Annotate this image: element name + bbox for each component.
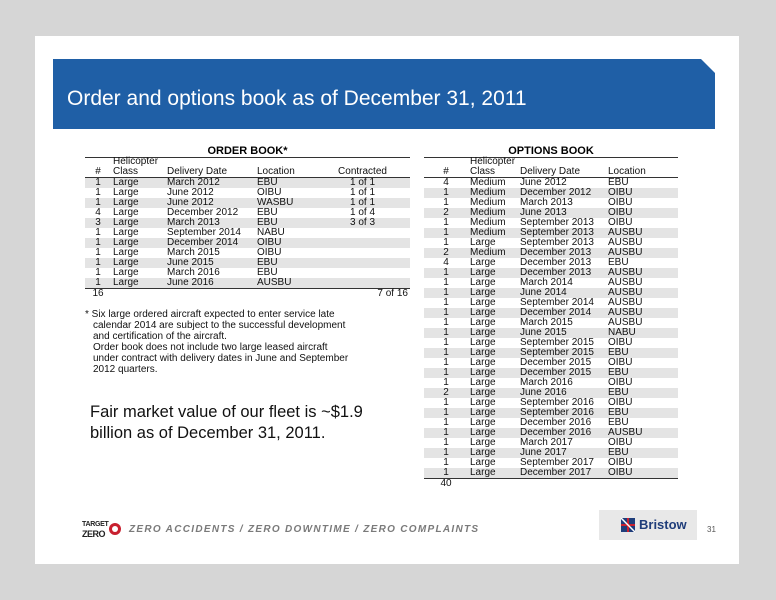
options_book-cell: December 2016 xyxy=(520,417,592,428)
options_book-cell: Large xyxy=(470,237,496,248)
options_book-cell: December 2012 xyxy=(518,188,606,198)
slide-title: Order and options book as of December 31, 2011 xyxy=(67,87,527,110)
options_book-cell: March 2014 xyxy=(520,277,573,288)
options_book-cell: Large xyxy=(470,317,496,328)
options_book-cell: 4 xyxy=(443,257,449,268)
options_book-cell: December 2017 xyxy=(518,468,606,479)
options_book-cell: 2 xyxy=(424,208,468,218)
options_book-cell: AUSBU xyxy=(608,237,643,248)
options_book-cell: Medium xyxy=(468,248,518,258)
order_book-cell: March 2013 xyxy=(165,218,255,228)
options_book-cell: June 2017 xyxy=(518,448,606,458)
order_book-cell: 1 xyxy=(95,247,101,258)
banner-corner xyxy=(701,59,715,73)
options_book-cell: EBU xyxy=(608,257,629,268)
options_book-cell: Large xyxy=(468,428,518,438)
options_book-cell: EBU xyxy=(606,388,678,398)
options_book-cell: March 2017 xyxy=(520,437,573,448)
options_book-cell: 1 xyxy=(424,368,468,378)
options-col-class: Helicopter Class xyxy=(468,157,518,178)
options_book-cell: AUSBU xyxy=(608,317,643,328)
options_book-cell: 1 xyxy=(443,217,449,228)
order_book-cell: 1 xyxy=(95,267,101,278)
bristow-flag-icon xyxy=(621,518,635,532)
options_book-cell: 1 xyxy=(424,348,468,358)
options_book-cell: 2 xyxy=(424,248,468,258)
order_book-cell: 1 xyxy=(95,227,101,238)
options-book-table xyxy=(424,157,678,489)
options_book-cell: Large xyxy=(468,388,518,398)
options_book-cell: OIBU xyxy=(606,208,678,218)
options_book-cell: Large xyxy=(468,368,518,378)
options_book-cell: Medium xyxy=(468,228,518,238)
order_book-cell: 1 xyxy=(85,178,111,189)
options_book-cell: EBU xyxy=(608,177,629,188)
options_book-cell: AUSBU xyxy=(606,308,678,318)
options_book-cell: December 2015 xyxy=(518,368,606,378)
options-col-count: # xyxy=(424,157,468,178)
options_book-cell: AUSBU xyxy=(606,228,678,238)
options_book-cell: Large xyxy=(468,408,518,418)
options_book-cell: September 2016 xyxy=(518,408,606,418)
order-book-body xyxy=(85,178,410,289)
order_book-cell: 1 xyxy=(85,258,111,268)
options_book-cell: September 2015 xyxy=(520,337,594,348)
order_book-cell: OIBU xyxy=(255,238,315,248)
options_book-cell: Large xyxy=(468,348,518,358)
bristow-logo xyxy=(599,510,697,540)
options_book-cell: EBU xyxy=(606,348,678,358)
options_book-cell: December 2014 xyxy=(518,308,606,318)
options_book-cell: AUSBU xyxy=(606,288,678,298)
footnote-line: under contract with delivery dates in June and September xyxy=(93,353,349,364)
order_book-cell: EBU xyxy=(255,258,315,268)
options_book-cell: Large xyxy=(470,357,496,368)
options_book-cell: June 2014 xyxy=(518,288,606,298)
options_book-cell: EBU xyxy=(606,408,678,418)
options_book-cell: Medium xyxy=(468,188,518,198)
order_book-cell xyxy=(315,258,410,268)
options_book-cell: 1 xyxy=(443,457,449,468)
options_book-cell: 1 xyxy=(424,408,468,418)
order_book-cell: 1 of 1 xyxy=(315,198,410,208)
order_book-cell xyxy=(315,238,410,248)
order_book-cell: 1 xyxy=(95,187,101,198)
options_book-cell: 1 xyxy=(443,197,449,208)
options_book-cell: Large xyxy=(470,417,496,428)
options_book-cell: 1 xyxy=(443,397,449,408)
order_book-cell: March 2012 xyxy=(165,178,255,189)
order-col-location: Location xyxy=(255,157,315,178)
options_book-cell: OIBU xyxy=(608,397,633,408)
options_book-cell: Medium xyxy=(470,197,506,208)
options_book-cell: June 2013 xyxy=(518,208,606,218)
options_book-cell: September 2014 xyxy=(520,297,594,308)
options_book-cell: EBU xyxy=(606,368,678,378)
order_book-cell: Large xyxy=(111,258,165,268)
options_book-cell: AUSBU xyxy=(606,268,678,278)
options_book-cell: Large xyxy=(470,457,496,468)
options_book-cell: Medium xyxy=(470,177,506,188)
options_book-cell: AUSBU xyxy=(608,277,643,288)
options_book-cell: AUSBU xyxy=(608,297,643,308)
order-col-contracted: Contracted xyxy=(315,157,410,178)
fair-value-callout: Fair market value of our fleet is ~$1.9 billion as of December 31, 2011. xyxy=(90,403,363,442)
order_book-cell: 1 xyxy=(85,238,111,248)
order_book-cell: Large xyxy=(113,247,139,258)
options_book-cell: AUSBU xyxy=(606,428,678,438)
options_book-cell: September 2013 xyxy=(520,217,594,228)
options_book-cell: Large xyxy=(470,297,496,308)
options_book-cell: June 2012 xyxy=(520,177,567,188)
options_book-cell: Large xyxy=(470,257,496,268)
options_book-cell: December 2013 xyxy=(520,257,592,268)
order_book-cell: December 2014 xyxy=(165,238,255,248)
bristow-wordmark: Bristow xyxy=(639,517,687,532)
options_book-cell: EBU xyxy=(606,448,678,458)
options_book-cell: Large xyxy=(468,268,518,278)
footnote-line: calendar 2014 are subject to the successful development xyxy=(93,320,346,331)
order_book-cell xyxy=(315,248,410,258)
options-total-count: 40 xyxy=(424,479,468,490)
slide xyxy=(35,36,739,564)
options_book-cell: Large xyxy=(468,288,518,298)
order_book-cell: 3 xyxy=(85,218,111,228)
options_book-cell: September 2013 xyxy=(520,237,594,248)
order-book-title: ORDER BOOK* xyxy=(85,145,410,158)
options_book-cell: 1 xyxy=(424,328,468,338)
order_book-cell: 4 xyxy=(95,207,101,218)
order_book-cell: Large xyxy=(111,178,165,189)
options_book-cell: September 2013 xyxy=(518,228,606,238)
order-col-date: Delivery Date xyxy=(165,157,255,178)
options_book-cell: Large xyxy=(470,437,496,448)
options_book-cell: March 2016 xyxy=(520,377,573,388)
order_book-cell: 3 of 3 xyxy=(315,218,410,228)
options-book-body xyxy=(424,178,678,479)
order_book-cell: 1 xyxy=(85,198,111,208)
options_book-cell: OIBU xyxy=(606,188,678,198)
order_book-cell: 1 xyxy=(85,278,111,289)
logo-line1: TARGET xyxy=(82,521,109,528)
target-icon xyxy=(109,523,121,535)
options_book-cell: OIBU xyxy=(608,437,633,448)
options_book-cell: NABU xyxy=(606,328,678,338)
options_book-cell: March 2015 xyxy=(520,317,573,328)
options_book-cell: 1 xyxy=(443,297,449,308)
options_book-cell: Large xyxy=(470,397,496,408)
footnote-line: * Six large ordered aircraft expected to enter service late xyxy=(85,309,335,320)
order_book-cell xyxy=(315,268,410,278)
page-number: 31 xyxy=(707,525,716,534)
options_book-cell: Large xyxy=(470,377,496,388)
options_book-cell: 1 xyxy=(424,428,468,438)
options_book-cell: OIBU xyxy=(608,357,633,368)
order-total-contracted: 7 of 16 xyxy=(315,289,410,300)
options_book-cell: 1 xyxy=(443,417,449,428)
order_book-cell: Large xyxy=(111,218,165,228)
options_book-cell: September 2017 xyxy=(520,457,594,468)
order_book-cell: EBU xyxy=(255,218,315,228)
order-total-row xyxy=(85,289,410,300)
options_book-cell: 1 xyxy=(424,268,468,278)
order_book-cell: December 2012 xyxy=(167,207,239,218)
options_book-cell: OIBU xyxy=(608,337,633,348)
footnote-line: 2012 quarters. xyxy=(93,364,158,375)
footer-tagline: ZERO ACCIDENTS / ZERO DOWNTIME / ZERO COMPLAINTS xyxy=(129,524,480,535)
options_book-cell: September 2015 xyxy=(518,348,606,358)
order_book-cell: June 2012 xyxy=(167,187,214,198)
options-book-title: OPTIONS BOOK xyxy=(424,145,678,158)
order_book-cell: Large xyxy=(111,198,165,208)
options_book-cell: 1 xyxy=(424,468,468,479)
options_book-cell: Medium xyxy=(470,217,506,228)
order_book-cell: March 2015 xyxy=(167,247,220,258)
order_book-cell: Large xyxy=(113,267,139,278)
options_book-cell: 1 xyxy=(443,437,449,448)
order_book-cell: September 2014 xyxy=(167,227,241,238)
options_book-cell: OIBU xyxy=(608,197,633,208)
options_book-cell: December 2013 xyxy=(518,248,606,258)
options_book-cell: 1 xyxy=(443,337,449,348)
options_book-cell: Large xyxy=(470,277,496,288)
order_book-cell: EBU xyxy=(257,267,278,278)
order_book-cell: Large xyxy=(111,278,165,289)
options_book-cell: Large xyxy=(468,328,518,338)
options_book-cell: 1 xyxy=(443,237,449,248)
options_book-cell: 2 xyxy=(424,388,468,398)
options_book-cell: December 2016 xyxy=(518,428,606,438)
options_book-cell: EBU xyxy=(608,417,629,428)
options-header-row xyxy=(424,157,678,178)
order_book-cell: 1 of 4 xyxy=(349,207,376,218)
order_book-cell: WASBU xyxy=(255,198,315,208)
options_book-cell: 1 xyxy=(424,308,468,318)
options_book-cell: 1 xyxy=(443,317,449,328)
options_book-cell: 1 xyxy=(443,277,449,288)
order-col-class: Helicopter Class xyxy=(111,157,165,178)
order-total-count: 16 xyxy=(85,289,111,300)
options-col-location: Location xyxy=(606,157,678,178)
order_book-cell: March 2016 xyxy=(167,267,220,278)
options_book-cell: Large xyxy=(468,468,518,479)
options_book-cell: December 2013 xyxy=(518,268,606,278)
order-book-table xyxy=(85,157,410,299)
order_book-cell xyxy=(315,278,410,289)
order_book-cell: June 2016 xyxy=(165,278,255,289)
footnote-line: and certification of the aircraft. xyxy=(93,331,227,342)
order-book-footnote xyxy=(85,309,405,375)
options_book-cell: 1 xyxy=(443,357,449,368)
options_book-cell: June 2016 xyxy=(518,388,606,398)
order-header-row xyxy=(85,157,410,178)
options-col-date: Delivery Date xyxy=(518,157,606,178)
options_book-cell: Large xyxy=(468,448,518,458)
options_book-cell: Large xyxy=(468,308,518,318)
options_book-cell: AUSBU xyxy=(606,248,678,258)
options_book-cell: June 2015 xyxy=(518,328,606,338)
footnote-line: Order book does not include two large leased aircraft xyxy=(93,342,328,353)
options_book-cell: 4 xyxy=(443,177,449,188)
options_book-cell: OIBU xyxy=(608,457,633,468)
order_book-cell: 1 of 1 xyxy=(315,178,410,189)
order_book-cell: Large xyxy=(113,207,139,218)
options_book-cell: Large xyxy=(470,337,496,348)
order_book-cell: OIBU xyxy=(257,247,282,258)
title-banner xyxy=(53,59,715,129)
options-total-row xyxy=(424,479,678,490)
order_book-table-row xyxy=(85,278,410,289)
order_book-cell: OIBU xyxy=(257,187,282,198)
order_book-cell: EBU xyxy=(257,207,278,218)
order_book-cell: 1 of 1 xyxy=(349,187,376,198)
options_book-cell: OIBU xyxy=(608,217,633,228)
order_book-cell: Large xyxy=(113,227,139,238)
options_book-cell: 1 xyxy=(424,448,468,458)
logo-line2: ZERO xyxy=(82,529,106,539)
order_book-cell: Large xyxy=(111,238,165,248)
options_book-cell: 1 xyxy=(443,377,449,388)
options_book-cell: 1 xyxy=(424,228,468,238)
options_book-cell: March 2013 xyxy=(520,197,573,208)
target-zero-logo xyxy=(82,520,122,540)
order_book-cell: Large xyxy=(113,187,139,198)
options_book-cell: OIBU xyxy=(606,468,678,479)
order_book-cell xyxy=(315,228,410,238)
options_book-cell: 1 xyxy=(424,288,468,298)
order_book-cell: June 2015 xyxy=(165,258,255,268)
options_book-cell: OIBU xyxy=(608,377,633,388)
options_book-cell: December 2015 xyxy=(520,357,592,368)
order_book-cell: EBU xyxy=(255,178,315,189)
order_book-cell: AUSBU xyxy=(255,278,315,289)
options_book-table-row xyxy=(424,468,678,479)
options_book-cell: September 2016 xyxy=(520,397,594,408)
order-col-count: # xyxy=(85,157,111,178)
order_book-cell: June 2012 xyxy=(165,198,255,208)
order_book-cell: NABU xyxy=(257,227,285,238)
options_book-cell: Medium xyxy=(468,208,518,218)
options_book-cell: 1 xyxy=(424,188,468,198)
